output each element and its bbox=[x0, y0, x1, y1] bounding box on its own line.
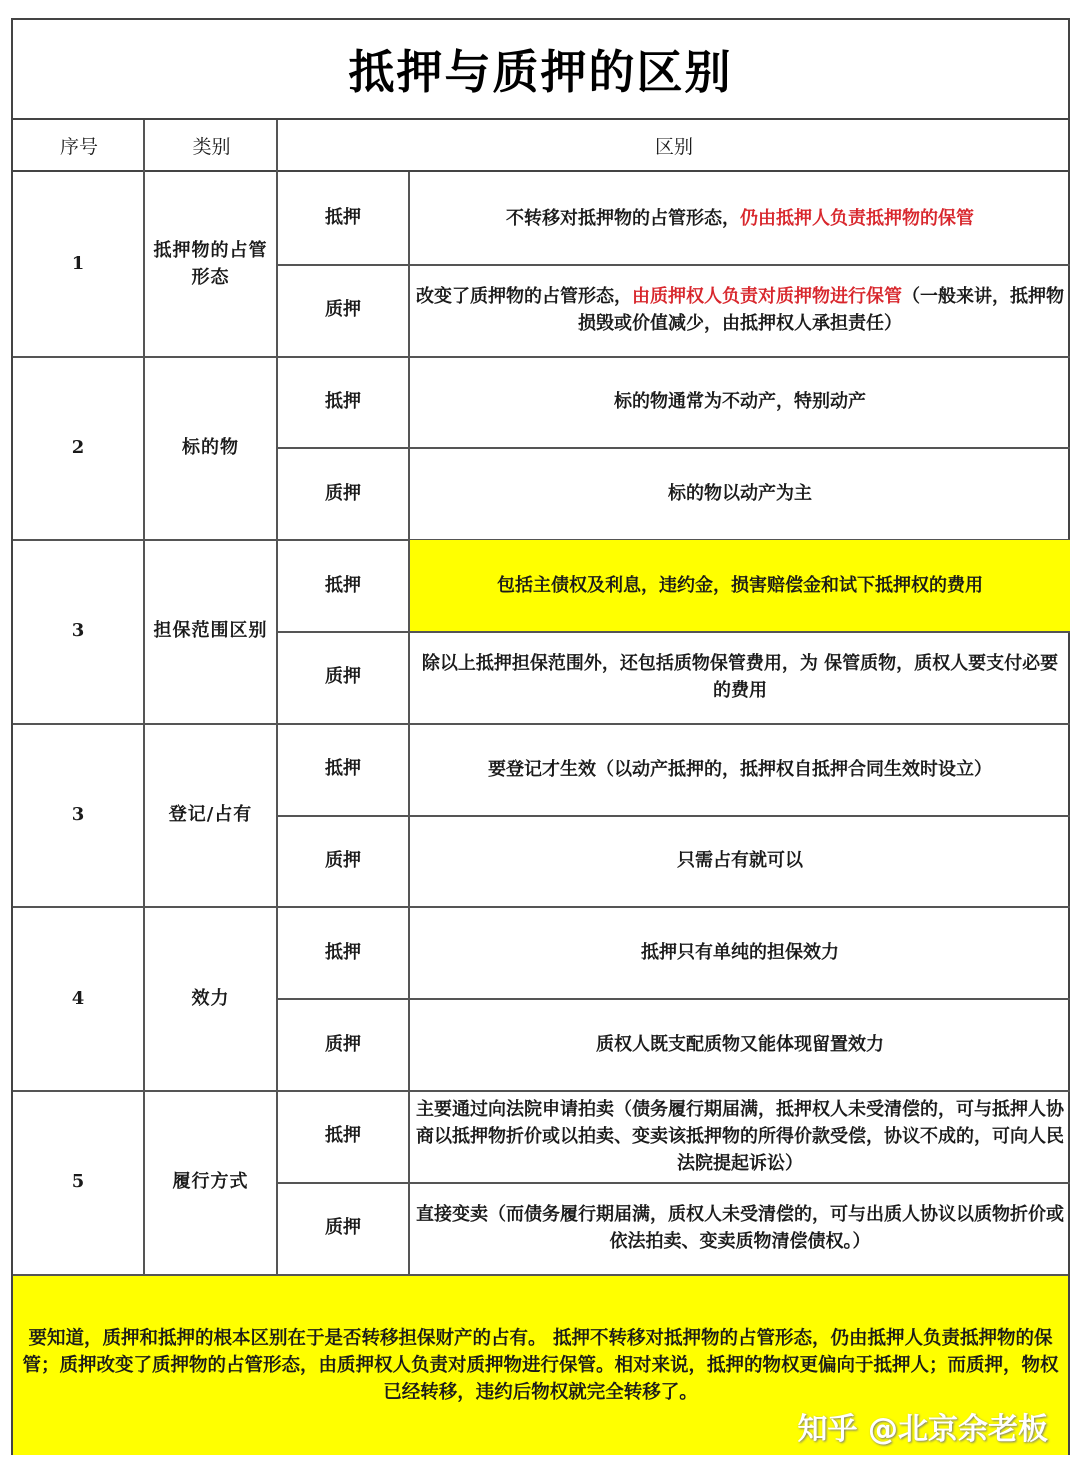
pledge-description bbox=[410, 632, 1070, 723]
row-index: 3 bbox=[71, 620, 85, 642]
pledge-text: 只需占有就可以 bbox=[677, 850, 803, 872]
row-category: 抵押物的占管形态 bbox=[153, 239, 268, 288]
row-index: 5 bbox=[71, 1171, 85, 1193]
mortgage-label: 抵押 bbox=[325, 390, 361, 412]
pledge-text: 除以上抵押担保范围外，还包括质物保管费用，为 保管质物，质权人要支付必要的费用 bbox=[421, 653, 1059, 702]
row-index: 4 bbox=[71, 987, 85, 1009]
row-category: 履行方式 bbox=[172, 1171, 249, 1193]
row-category: 效力 bbox=[191, 987, 230, 1009]
mortgage-description bbox=[410, 540, 1070, 631]
mortgage-description bbox=[410, 357, 1070, 448]
pledge-label: 质押 bbox=[325, 1033, 361, 1055]
row-index: 1 bbox=[71, 253, 85, 275]
mortgage-description bbox=[410, 724, 1070, 815]
pledge-note: （一般来讲，抵押物损毁或价值减少，由抵押权人承担责任） bbox=[578, 286, 1064, 335]
mortgage-label: 抵押 bbox=[325, 941, 361, 963]
header-difference: 区别 bbox=[278, 120, 1070, 172]
pledge-text: 直接变卖（而债务履行期届满，质权人未受清偿的，可与出质人协议以质物折价或依法拍卖、变卖质物清偿债权。） bbox=[416, 1204, 1064, 1253]
row-category: 标的物 bbox=[182, 436, 239, 458]
mortgage-label: 抵押 bbox=[325, 758, 361, 780]
pledge-label: 质押 bbox=[325, 299, 361, 321]
mortgage-text: 要登记才生效（以动产抵押的，抵押权自抵押合同生效时设立） bbox=[488, 758, 992, 780]
row-category: 担保范围区别 bbox=[153, 620, 268, 642]
mortgage-description bbox=[410, 173, 1070, 264]
pledge-text: 改变了质押物的占管形态， bbox=[416, 286, 632, 308]
pledge-text: 标的物以动产为主 bbox=[668, 483, 812, 505]
pledge-description bbox=[410, 265, 1070, 356]
mortgage-label: 抵押 bbox=[325, 574, 361, 596]
pledge-label: 质押 bbox=[325, 666, 361, 688]
page-title: 抵押与质押的区别 bbox=[13, 20, 1068, 120]
row-index: 2 bbox=[71, 436, 85, 458]
comparison-table bbox=[11, 18, 1070, 1455]
watermark: 知乎 @北京余老板 bbox=[797, 1412, 1048, 1447]
mortgage-label: 抵押 bbox=[325, 1125, 361, 1147]
pledge-description bbox=[410, 1183, 1070, 1274]
mortgage-emphasis: 仍由抵押人负责抵押物的保管 bbox=[740, 207, 974, 229]
mortgage-text: 主要通过向法院申请拍卖（债务履行期届满，抵押权人未受清偿的，可与抵押人协商以抵押物折价或以拍卖、变卖该抵押物的所得价款受偿，协议不成的，可向人民法院提起诉讼） bbox=[416, 1098, 1064, 1174]
pledge-label: 质押 bbox=[325, 1217, 361, 1239]
pledge-label: 质押 bbox=[325, 849, 361, 871]
summary-text: 要知道，质押和抵押的根本区别在于是否转移担保财产的占有。 抵押不转移对抵押物的占管形态，仍由抵押人负责抵押物的保管；质押改变了质押物的占管形态，由质押权人负责对质押物进行保管。相对来说，抵押的物权更偏向于抵押人；而质押，物权已经转移，违约后物权就完全转移了。 bbox=[22, 1328, 1059, 1403]
pledge-description bbox=[410, 816, 1070, 907]
pledge-description bbox=[410, 448, 1070, 539]
header-index: 序号 bbox=[13, 120, 145, 172]
row-category: 登记/占有 bbox=[168, 804, 253, 826]
mortgage-text: 抵押只有单纯的担保效力 bbox=[641, 942, 839, 964]
mortgage-text: 不转移对抵押物的占管形态， bbox=[506, 207, 740, 229]
summary-note bbox=[13, 1274, 1068, 1455]
pledge-emphasis: 由质押权人负责对质押物进行保管 bbox=[632, 286, 902, 308]
row-index: 3 bbox=[71, 804, 85, 826]
mortgage-text: 包括主债权及利息，违约金，损害赔偿金和试下抵押权的费用 bbox=[497, 575, 983, 597]
mortgage-description bbox=[410, 1091, 1070, 1182]
mortgage-label: 抵押 bbox=[325, 207, 361, 229]
header-category: 类别 bbox=[145, 120, 278, 172]
mortgage-text: 标的物通常为不动产，特别动产 bbox=[614, 391, 866, 413]
pledge-label: 质押 bbox=[325, 482, 361, 504]
pledge-text: 质权人既支配质物又能体现留置效力 bbox=[596, 1034, 884, 1056]
mortgage-description bbox=[410, 907, 1070, 998]
pledge-description bbox=[410, 999, 1070, 1090]
